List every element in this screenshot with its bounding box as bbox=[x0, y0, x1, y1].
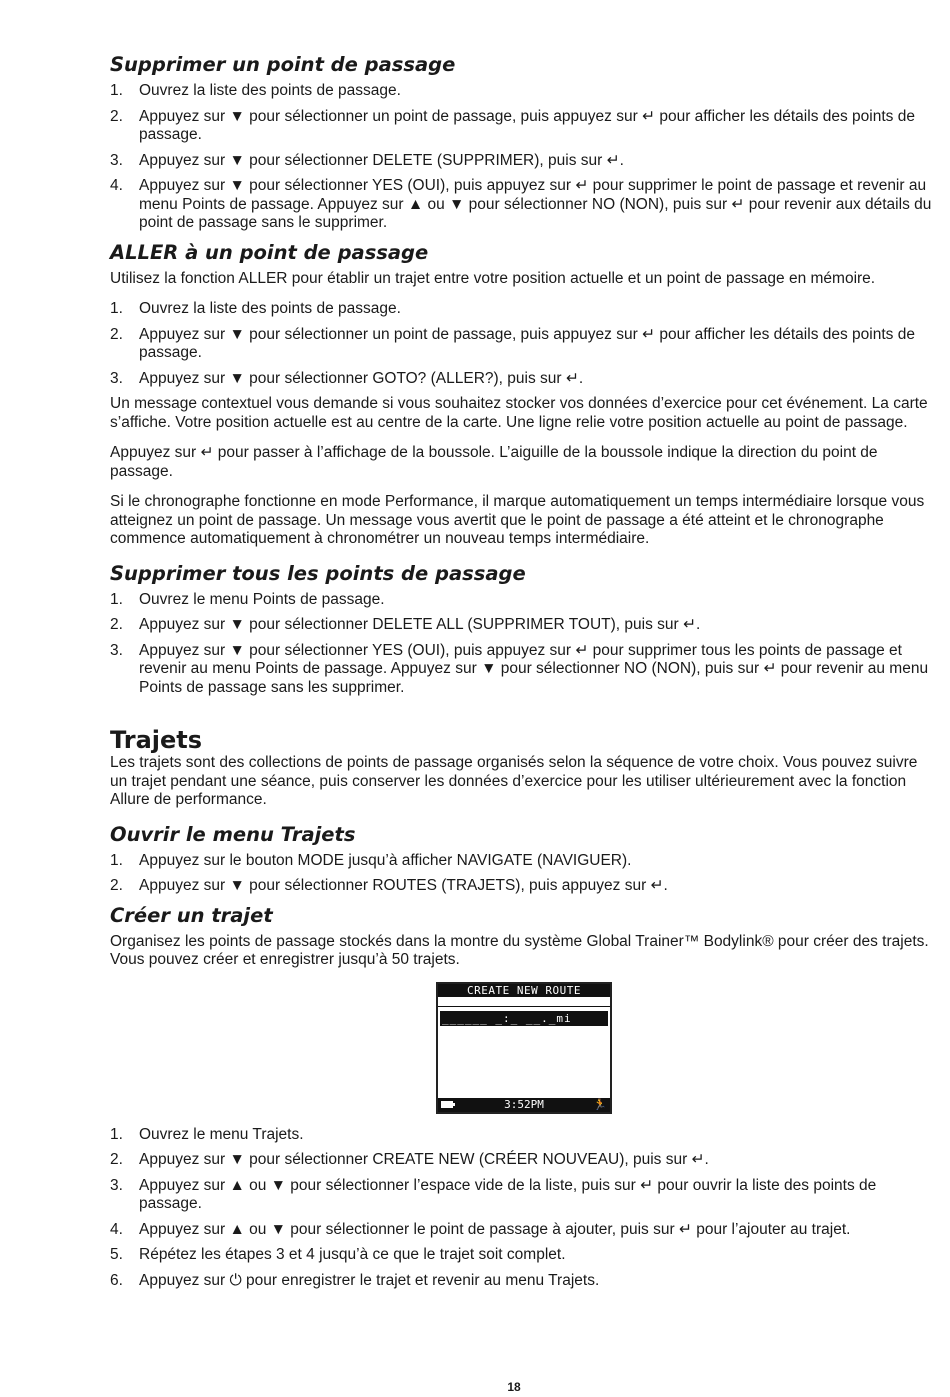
list-item: 1. Appuyez sur le bouton MODE jusqu’à afficher NAVIGATE (NAVIGUER). bbox=[110, 851, 632, 869]
battery-icon bbox=[441, 1101, 453, 1108]
list-item: 2. Appuyez sur ▼ pour sélectionner un point de passage, puis appuyez sur ↵ pour afficher les détails des points de passage. bbox=[110, 107, 915, 143]
list-item: 3. Appuyez sur ▼ pour sélectionner YES (OUI), puis appuyez sur ↵ pour supprimer tous les points de passage et revenir au menu Points de passage. Appuyez sur ▼ pour sélectionner NO (NON), puis sur ↵ pour revenir au menu Points de passage sans les supprimer. bbox=[110, 641, 929, 696]
steps-list bbox=[110, 82, 938, 233]
list-item: 1. Ouvrez la liste des points de passage. bbox=[110, 82, 401, 99]
paragraph: Un message contextuel vous demande si vous souhaitez stocker vos données d’exercice pour cet événement. La carte s’affiche. Votre position actuelle est au centre de la carte. Une ligne relie votre position actuelle au point de passage. bbox=[110, 395, 928, 431]
list-item: 3. Appuyez sur ▼ pour sélectionner DELETE (SUPPRIMER), puis sur ↵. bbox=[110, 151, 624, 169]
list-item: 4. Appuyez sur ▼ pour sélectionner YES (OUI), puis appuyez sur ↵ pour supprimer le point de passage et revenir au menu Points de passage. Appuyez sur ▲ ou ▼ pour sélectionner NO (NON), puis sur ↵ pour revenir aux détails du point de passage sans le supprimer. bbox=[110, 177, 932, 231]
list-item: 2. Appuyez sur ▼ pour sélectionner un point de passage, puis appuyez sur ↵ pour afficher les détails des points de passage. bbox=[110, 325, 915, 361]
chapter-heading: Trajets bbox=[110, 726, 203, 754]
document-page bbox=[110, 52, 938, 1297]
section-heading: Supprimer un point de passage bbox=[110, 53, 456, 76]
list-item: 3. Appuyez sur ▼ pour sélectionner GOTO? (ALLER?), puis sur ↵. bbox=[110, 369, 584, 387]
list-item: 1. Ouvrez le menu Trajets. bbox=[110, 1125, 304, 1143]
paragraph: Si le chronographe fonctionne en mode Performance, il marque automatiquement un temps intermédiaire lorsque vous atteignez un point de passage. Un message vous avertit que le point de passage a été atteint et le chronographe commence automatiquement à chronométrer un nouveau temps intermédiaire. bbox=[110, 493, 925, 547]
list-item: 4. Appuyez sur ▲ ou ▼ pour sélectionner le point de passage à ajouter, puis sur ↵ pour l’ajouter au trajet. bbox=[110, 1220, 851, 1238]
status-bar bbox=[438, 1098, 610, 1112]
list-item: 1. Ouvrez le menu Points de passage. bbox=[110, 590, 385, 608]
section-heading: ALLER à un point de passage bbox=[110, 240, 429, 264]
paragraph: Appuyez sur ↵ pour passer à l’affichage de la boussole. L’aiguille de la boussole indique la direction du point de passage. bbox=[110, 444, 878, 480]
section-heading: Ouvrir le menu Trajets bbox=[110, 822, 356, 846]
list-item: 3. Appuyez sur ▲ ou ▼ pour sélectionner l’espace vide de la liste, puis sur ↵ pour ouvrir la liste des points de passage. bbox=[110, 1176, 877, 1212]
list-item: 2. Appuyez sur ▼ pour sélectionner DELETE ALL (SUPPRIMER TOUT), puis sur ↵. bbox=[110, 616, 701, 633]
section-heading: Supprimer tous les points de passage bbox=[110, 561, 526, 585]
steps-list bbox=[110, 591, 938, 698]
steps-list bbox=[110, 1126, 938, 1291]
list-item: 6. Appuyez sur ⏻ pour enregistrer le trajet et revenir au menu Trajets. bbox=[110, 1271, 600, 1289]
divider bbox=[438, 1006, 610, 1007]
steps-list bbox=[110, 852, 938, 896]
list-item: 1. Ouvrez la liste des points de passage. bbox=[110, 300, 401, 317]
list-item: 2. Appuyez sur ▼ pour sélectionner ROUTES (TRAJETS), puis appuyez sur ↵. bbox=[110, 877, 668, 894]
paragraph: Utilisez la fonction ALLER pour établir un trajet entre votre position actuelle et un point de passage en mémoire. bbox=[110, 269, 876, 287]
screen-title: CREATE NEW ROUTE bbox=[438, 984, 610, 997]
section-heading: Créer un trajet bbox=[110, 903, 273, 927]
runner-icon: 🏃 bbox=[593, 1097, 607, 1111]
list-item: 2. Appuyez sur ▼ pour sélectionner CREATE NEW (CRÉER NOUVEAU), puis sur ↵. bbox=[110, 1151, 709, 1168]
device-screen-figure bbox=[110, 982, 938, 1114]
list-item: 5. Répétez les étapes 3 et 4 jusqu’à ce que le trajet soit complet. bbox=[110, 1246, 566, 1263]
paragraph: Les trajets sont des collections de points de passage organisés selon la séquence de votre choix. Vous pouvez suivre un trajet pendant une séance, puis conserver les données d’exercice pour les utiliser ultérieurement avec la fonction Allure de performance. bbox=[110, 754, 918, 808]
paragraph: Organisez les points de passage stockés dans la montre du système Global Trainer™ Bodylink® pour créer des trajets. Vous pouvez créer et enregistrer jusqu’à 50 trajets. bbox=[110, 932, 929, 968]
clock-time: 3:52PM bbox=[504, 1097, 544, 1111]
device-screen bbox=[436, 982, 612, 1114]
page-number: 18 bbox=[507, 1380, 521, 1394]
steps-list bbox=[110, 300, 938, 388]
route-entry-row: ______ _:_ __._mi bbox=[440, 1011, 608, 1026]
